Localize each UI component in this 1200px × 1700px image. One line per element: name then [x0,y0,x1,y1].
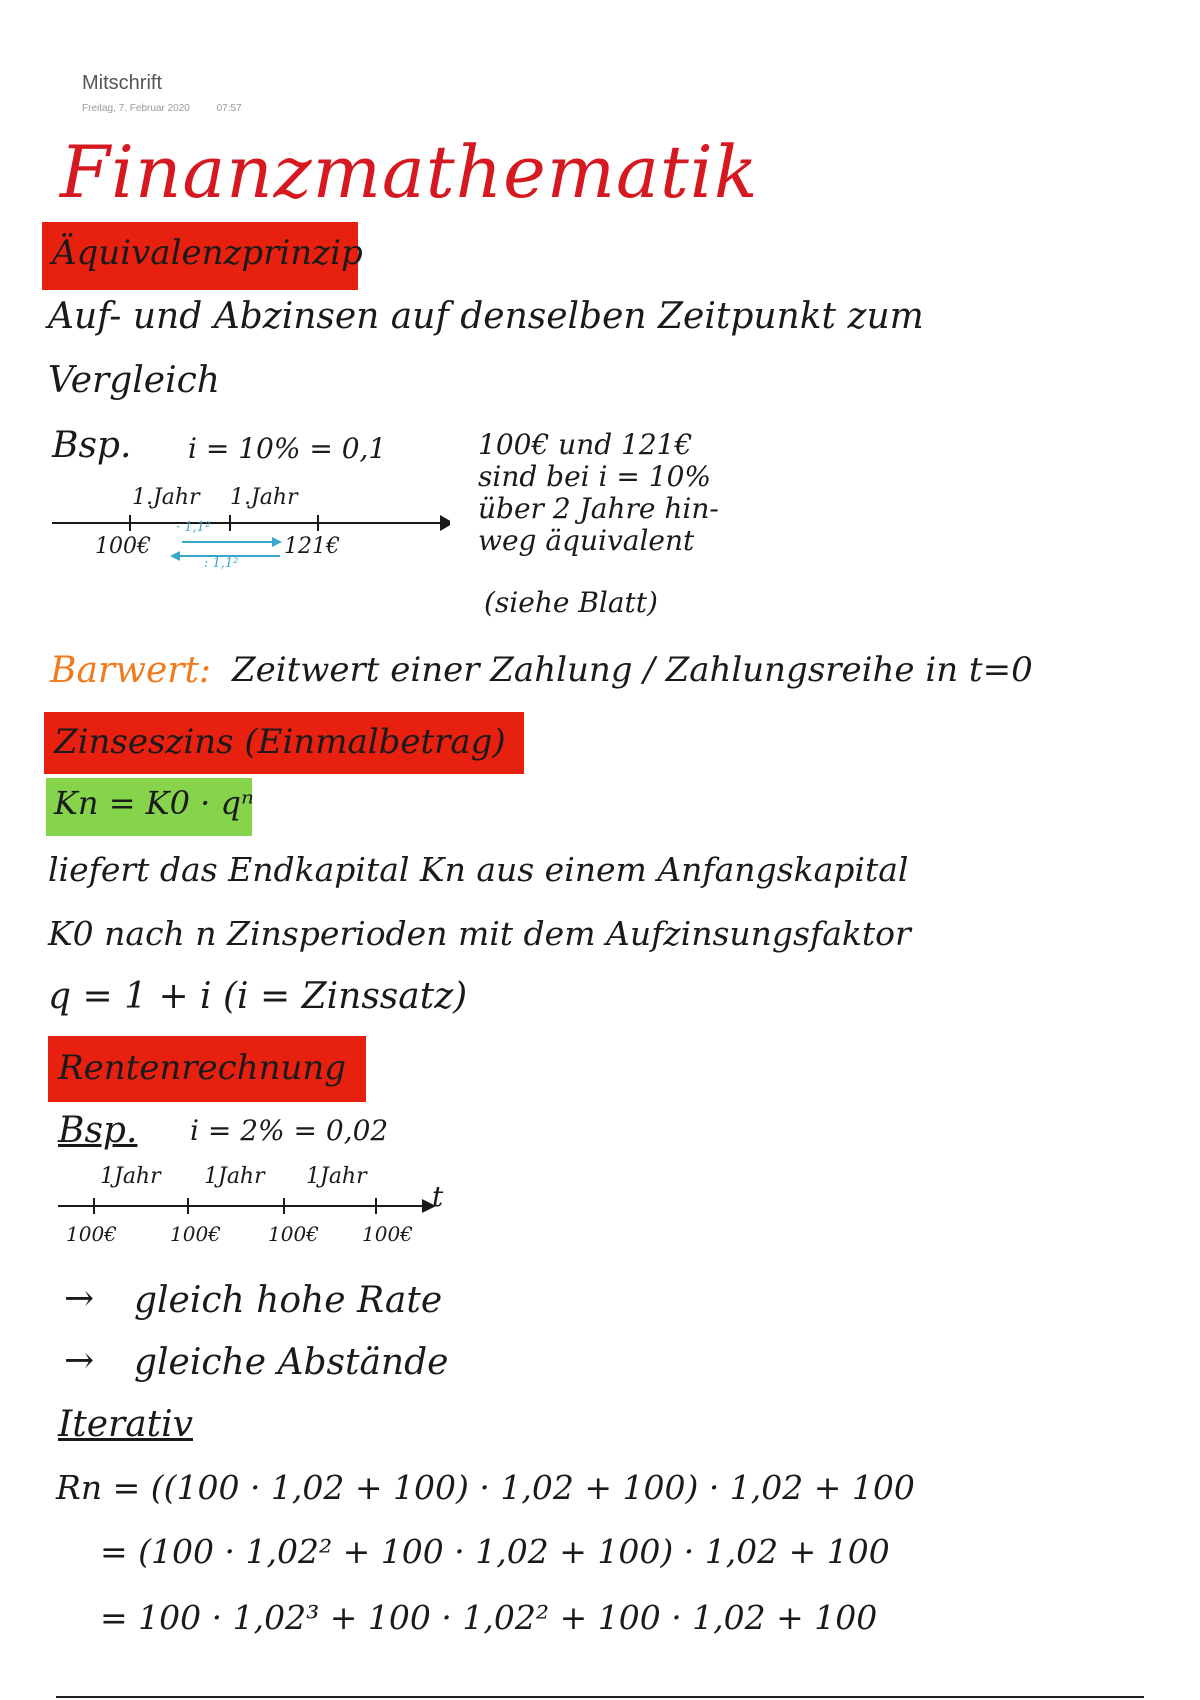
arrow-left-icon [170,551,180,561]
side-note: 100€ und 121€ [478,428,693,461]
side-note: sind bei i = 10% [478,460,711,493]
section-heading-compound-interest: Zinseszins (Einmalbetrag) [54,722,506,762]
equation-line: = (100 · 1,02² + 100 · 1,02 + 100) · 1,02 + 100 [100,1532,890,1571]
text-line: Auf- und Abzinsen auf denselben Zeitpunkt zum [48,296,924,337]
text-line: Vergleich [48,360,220,401]
timeline-value: 100€ [268,1222,319,1246]
factor-label: : 1,1² [204,556,239,571]
arrow-right-icon: → [64,1340,95,1381]
factor-label: · 1,1² [176,520,211,535]
side-note: über 2 Jahre hin- [478,492,719,525]
text-line: K0 nach n Zinsperioden mit dem Aufzinsungsfaktor [48,914,911,953]
text-line: liefert das Endkapital Kn aus einem Anfangskapital [48,850,909,889]
timeline-axis-label: t [432,1180,444,1213]
example-label: Bsp. [52,425,132,466]
side-note: weg äquivalent [478,524,695,557]
note-app-title: Mitschrift [82,72,162,94]
timeline-year-label: 1Jahr [306,1164,367,1189]
arrow-right-icon [272,537,282,547]
barwert-definition: Zeitwert einer Zahlung / Zahlungsreihe in t=0 [232,650,1033,690]
barwert-label: Barwert: [50,650,212,691]
section-heading-annuity: Rentenrechnung [58,1048,347,1088]
timeline-value: 100€ [66,1222,117,1246]
arrow-right-icon: → [64,1278,95,1319]
timeline-year-label: 1.Jahr [230,485,298,510]
text-line: q = 1 + i (i = Zinssatz) [48,976,468,1017]
subheading: Iterativ [58,1404,193,1445]
bullet-text: gleich hohe Rate [134,1280,443,1321]
section-heading-equivalence: Äquivalenzprinzip [52,233,363,273]
example-rate: i = 2% = 0,02 [190,1114,389,1147]
timeline-start-value: 100€ [95,534,151,559]
example-label: Bsp. [58,1110,138,1151]
equation-line: Rn = ((100 · 1,02 + 100) · 1,02 + 100) · 1,02 + 100 [56,1468,915,1507]
arrow-head-icon [440,515,450,531]
equation-line: = 100 · 1,02³ + 100 · 1,02² + 100 · 1,02 + 100 [100,1598,878,1637]
timeline-year-label: 1Jahr [204,1164,265,1189]
side-note: (siehe Blatt) [484,586,658,619]
example-rate: i = 10% = 0,1 [188,432,387,465]
timeline-year-label: 1Jahr [100,1164,161,1189]
bullet-text: gleiche Abstände [134,1342,449,1383]
note-time: 07:57 [216,103,242,114]
timeline-diagram [56,1190,456,1226]
page-title: Finanzmathematik [60,130,759,214]
formula: Kn = K0 · qⁿ [54,784,254,822]
timeline-end-value: 121€ [284,534,340,559]
note-date: Freitag, 7. Februar 2020 [82,103,190,114]
timeline-value: 100€ [170,1222,221,1246]
page-divider [56,1696,1144,1698]
timeline-year-label: 1.Jahr [132,485,200,510]
timeline-value: 100€ [362,1222,413,1246]
note-timestamp [82,103,266,114]
